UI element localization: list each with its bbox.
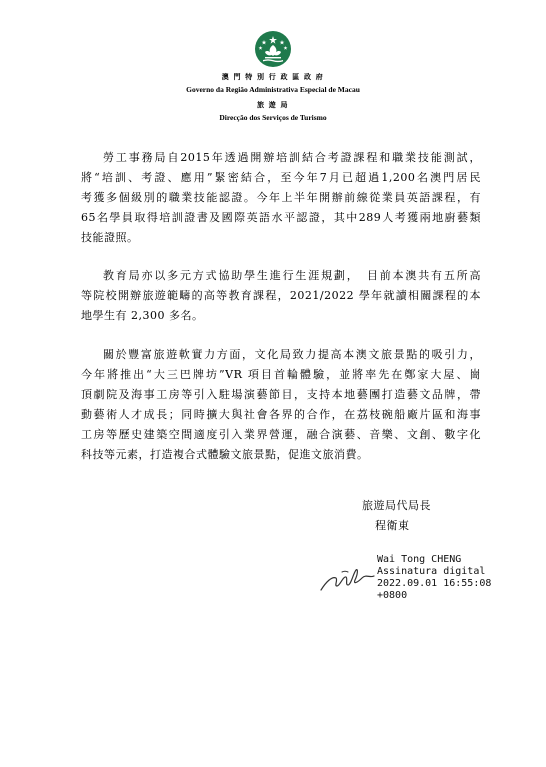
government-name-pt: Governo da Região Administrativa Especial de Macau — [186, 85, 360, 94]
government-name-zh: 澳 門 特 別 行 政 區 政 府 — [221, 73, 325, 81]
text-line: 勞工事務局自2015年透過開辦培訓結合考證課程和職業技能測試， — [103, 151, 481, 164]
text-line: 將“培訓、考證、應用”緊密結合，至今年7月已超過1,200名澳門居民 — [81, 171, 481, 184]
signatory-title: 旅遊局代局長 — [362, 499, 431, 512]
text-line: 等院校開辦旅遊範疇的高等教育課程，2021/2022 學年就讀相關課程的本 — [81, 289, 481, 302]
digital-signature-timestamp: 2022.09.01 16:55:08 — [377, 578, 492, 589]
digital-signature-label: Assinatura digital — [377, 566, 486, 577]
signatory-name: 程衛東 — [375, 519, 410, 532]
digital-signature — [377, 554, 491, 602]
handwritten-signature-icon — [318, 560, 378, 596]
paragraph-culture — [81, 345, 481, 465]
text-line: 地學生有 2,300 多名。 — [81, 309, 204, 322]
digital-signature-signer: Wai Tong CHENG — [377, 554, 462, 565]
text-line: 動藝術人才成長；同時擴大與社會各界的合作，在荔枝碗船廠片區和海事 — [81, 408, 481, 421]
text-line: 頂劇院及海事工房等引入駐場演藝節目，支持本地藝團打造藝文品牌，帶 — [81, 388, 481, 401]
office-name-pt: Direcção dos Serviços de Turismo — [219, 113, 327, 122]
paragraph-labour — [81, 148, 481, 248]
macau-emblem-icon — [253, 30, 293, 68]
text-line: 科技等元素，打造複合式體驗文旅景點，促進文旅消費。 — [81, 448, 369, 461]
text-line: 工房等歷史建築空間適度引入業界營運，融合演藝、音樂、文創、數字化 — [81, 428, 481, 441]
text-line: 65名學員取得培訓證書及國際英語水平認證，其中289人考獲兩地廚藝類 — [81, 211, 481, 224]
text-line: 今年將推出“大三巴牌坊”VR 項目首輪體驗，並將率先在鄭家大屋、崗 — [81, 368, 481, 381]
text-line: 關於豐富旅遊軟實力方面，文化局致力提高本澳文旅景點的吸引力， — [103, 348, 481, 361]
text-line: 教育局亦以多元方式協助學生進行生涯規劃， 目前本澳共有五所高 — [103, 269, 481, 282]
office-name-zh: 旅 遊 局 — [257, 101, 289, 109]
text-line: 技能證照。 — [81, 231, 139, 244]
digital-signature-timezone: +0800 — [377, 590, 408, 601]
paragraph-education — [81, 266, 481, 326]
text-line: 考獲多個級別的職業技能認證。今年上半年開辦前線從業員英語課程，有 — [81, 191, 481, 204]
